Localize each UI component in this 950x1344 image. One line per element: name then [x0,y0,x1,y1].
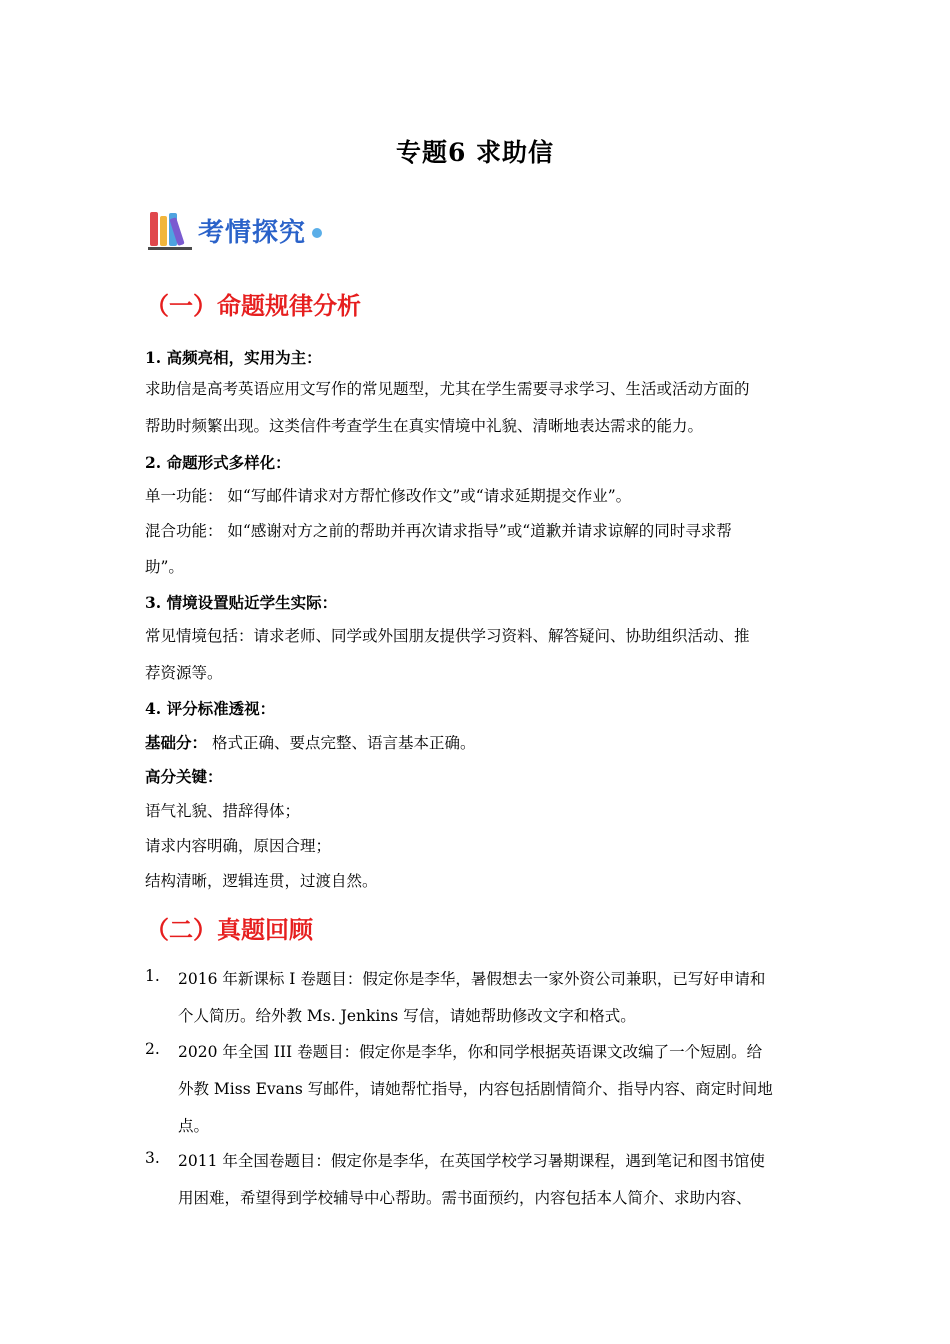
section-banner [148,208,322,252]
paragraph-line: 常见情境包括：请求老师、同学或外国朋友提供学习资料、解答疑问、协助组织活动、推 [145,627,750,645]
books-icon [148,210,192,250]
high-score-label: 高分关键： [145,767,223,786]
paragraph-line: 结构清晰，逻辑连贯，过渡自然。 [145,872,378,890]
banner-label: 考情探究 [198,217,307,248]
dot-icon [312,228,322,238]
paragraph-line: 混合功能： 如“感谢对方之前的帮助并再次请求指导”或“道歉并请求谅解的同时寻求帮 [145,522,732,540]
paragraph-line: 帮助时频繁出现。这类信件考查学生在真实情境中礼貌、清晰地表达需求的能力。 [145,417,704,435]
basic-score-label: 基础分： [145,733,208,752]
point-2-title: 2. 命题形式多样化： [145,453,291,472]
page-title: 专题6 求助信 [395,138,555,167]
point-3-title: 3. 情境设置贴近学生实际： [145,593,338,612]
basic-score-text: 格式正确、要点完整、语言基本正确。 [207,734,476,752]
paragraph-line: 荐资源等。 [145,664,223,682]
paragraph-line: 语气礼貌、措辞得体； [145,802,301,820]
point-4-title: 4. 评分标准透视： [145,699,276,718]
document-page: 专题6 求助信 考情探究 （一）命题规律分析 1. 高频亮相，实用为主： 求助信是高考英语应用文写作的常见题型，尤其在学生需要寻求学习、生活或活动方面的 帮助时频繁出现。这类信件考查学生在真实情境中礼貌、清晰地表达需求的能力。 2. 命题形式多样化： 单一功能： 如“写邮件请求对方帮忙修改作文”或“请求延期提交作业”。 混合功能： 如“感谢对方之前的帮助并再次请求指导”或“道歉并请求谅解的同时寻求帮 助”。 3. 情境设置贴近学生实际： 常见情境包括：请求老师、同学或外国朋友提供学习资料、解答疑问、协助组织活动、推 荐资源等。 4. 评分标准透视： 基础分： 格式正确、要点完整、语言基本正确。 高分关键： 语气礼貌、措辞得体； 请求内容明确，原因合理； 结构清晰，逻辑连贯，过渡自然。 （二）真题回顾 1. 2016 年新课标 I 卷题目：假定你是李华，暑假想去一家外资公司兼职，已写好申请和 个人简历。给外教 Ms. Jenkins 写信，请她帮助修改文字和格式。 2. 2020 年全国 III 卷题目：假定你是李华，你和同学根据英语课文改编了一个短剧。给 外教 Miss Evans 写邮件，请她帮忙指导，内容包括剧情简介、指导内容、商定时间地 点。 3. 2011 年全国卷题目：假定你是李华，在英国学校学习暑期课程，遇到笔记和图书馆使 用困难，希望得到学校辅导中心帮助。需书面预约，内容包括本人简介、求助内容、 [0,0,950,1344]
paragraph-line: 助”。 [145,558,184,576]
basic-score-line [145,731,475,753]
section-heading-1: （一）命题规律分析 [145,292,361,320]
section-heading-2: （二）真题回顾 [145,916,313,944]
paragraph-line: 求助信是高考英语应用文写作的常见题型，尤其在学生需要寻求学习、生活或活动方面的 [145,380,750,398]
point-1-title: 1. 高频亮相，实用为主： [145,348,322,367]
paragraph-line: 单一功能： 如“写邮件请求对方帮忙修改作文”或“请求延期提交作业”。 [145,487,632,505]
paragraph-line: 请求内容明确，原因合理； [145,837,332,855]
